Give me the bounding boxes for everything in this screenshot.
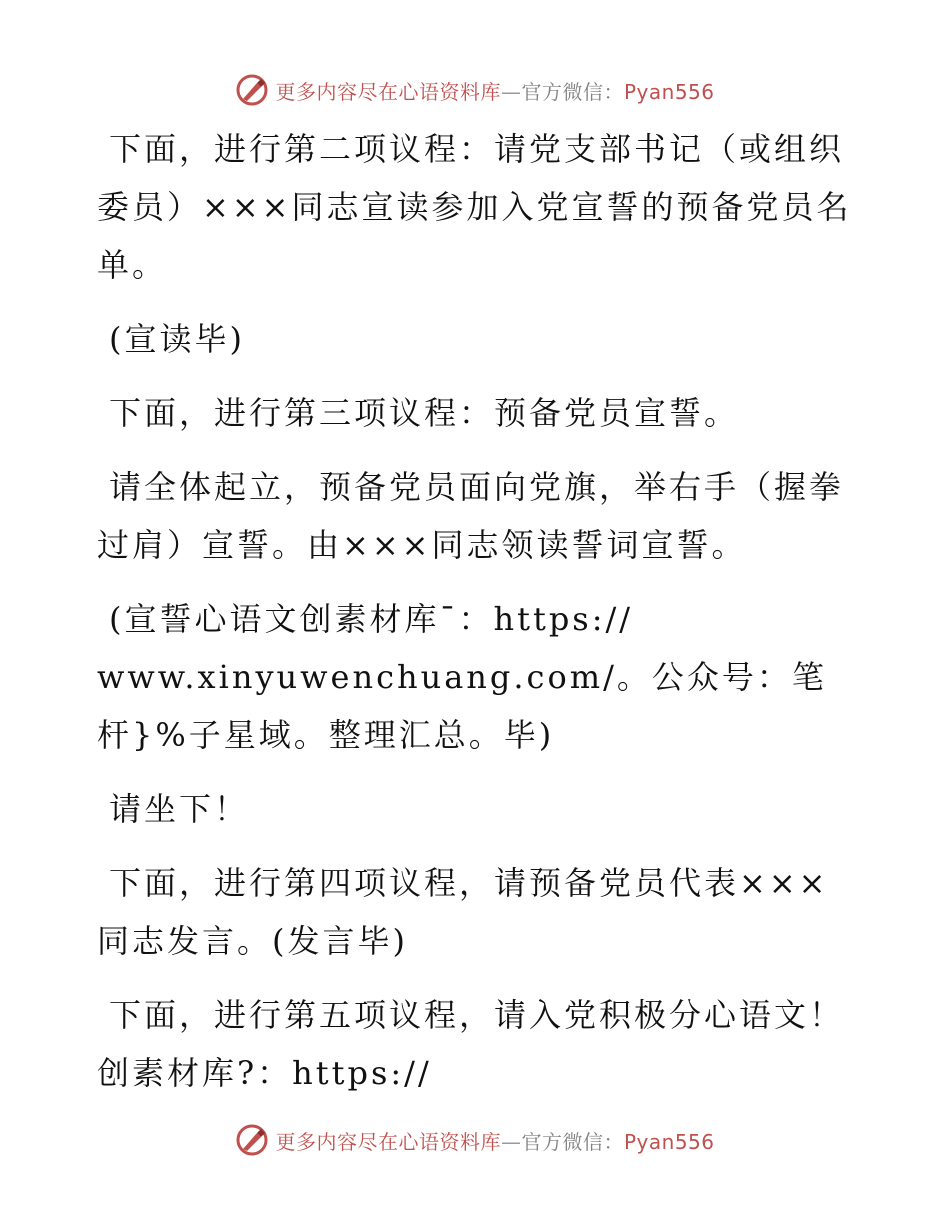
watermark-text (275, 76, 714, 105)
paragraph: 下面，进行第四项议程，请预备党员代表×××同志发言。(发言毕) (97, 864, 829, 960)
paragraph: 请坐下！ (109, 790, 250, 828)
paragraph: 请全体起立，预备党员面向党旗，举右手（握拳过肩）宣誓。由×××同志领读誓词宣誓。 (97, 468, 845, 564)
paragraph: (宣誓心语文创素材库¯：https:// www.xinyuwenchuang.com/。公众号：笔杆}%子星域。整理汇总。毕) (97, 600, 827, 754)
watermark-dash: — (500, 1129, 522, 1154)
watermark-lead: 更多内容尽在心语资料库 (275, 79, 501, 104)
watermark-official: 官方微信： (521, 1129, 624, 1154)
pen-logo-icon (235, 73, 269, 107)
watermark-brand: Pyan556 (623, 79, 715, 104)
watermark-dash: — (500, 79, 522, 104)
paragraph: (宣读毕) (109, 320, 245, 358)
watermark-lead: 更多内容尽在心语资料库 (275, 1129, 501, 1154)
paragraph: 下面，进行第三项议程：预备党员宣誓。 (109, 394, 740, 432)
footer-watermark (0, 1120, 950, 1160)
watermark-official: 官方微信： (521, 79, 624, 104)
header-watermark (0, 70, 950, 110)
watermark-brand: Pyan556 (623, 1129, 715, 1154)
pen-logo-icon (235, 1123, 269, 1157)
document-body (97, 120, 857, 1118)
paragraph: 下面，进行第五项议程，请入党积极分心语文！创素材库?：https:// (97, 996, 845, 1092)
paragraph: 下面，进行第二项议程：请党支部书记（或组织委员）×××同志宣读参加入党宣誓的预备党员名单。 (97, 130, 852, 284)
watermark-text (275, 1126, 714, 1155)
